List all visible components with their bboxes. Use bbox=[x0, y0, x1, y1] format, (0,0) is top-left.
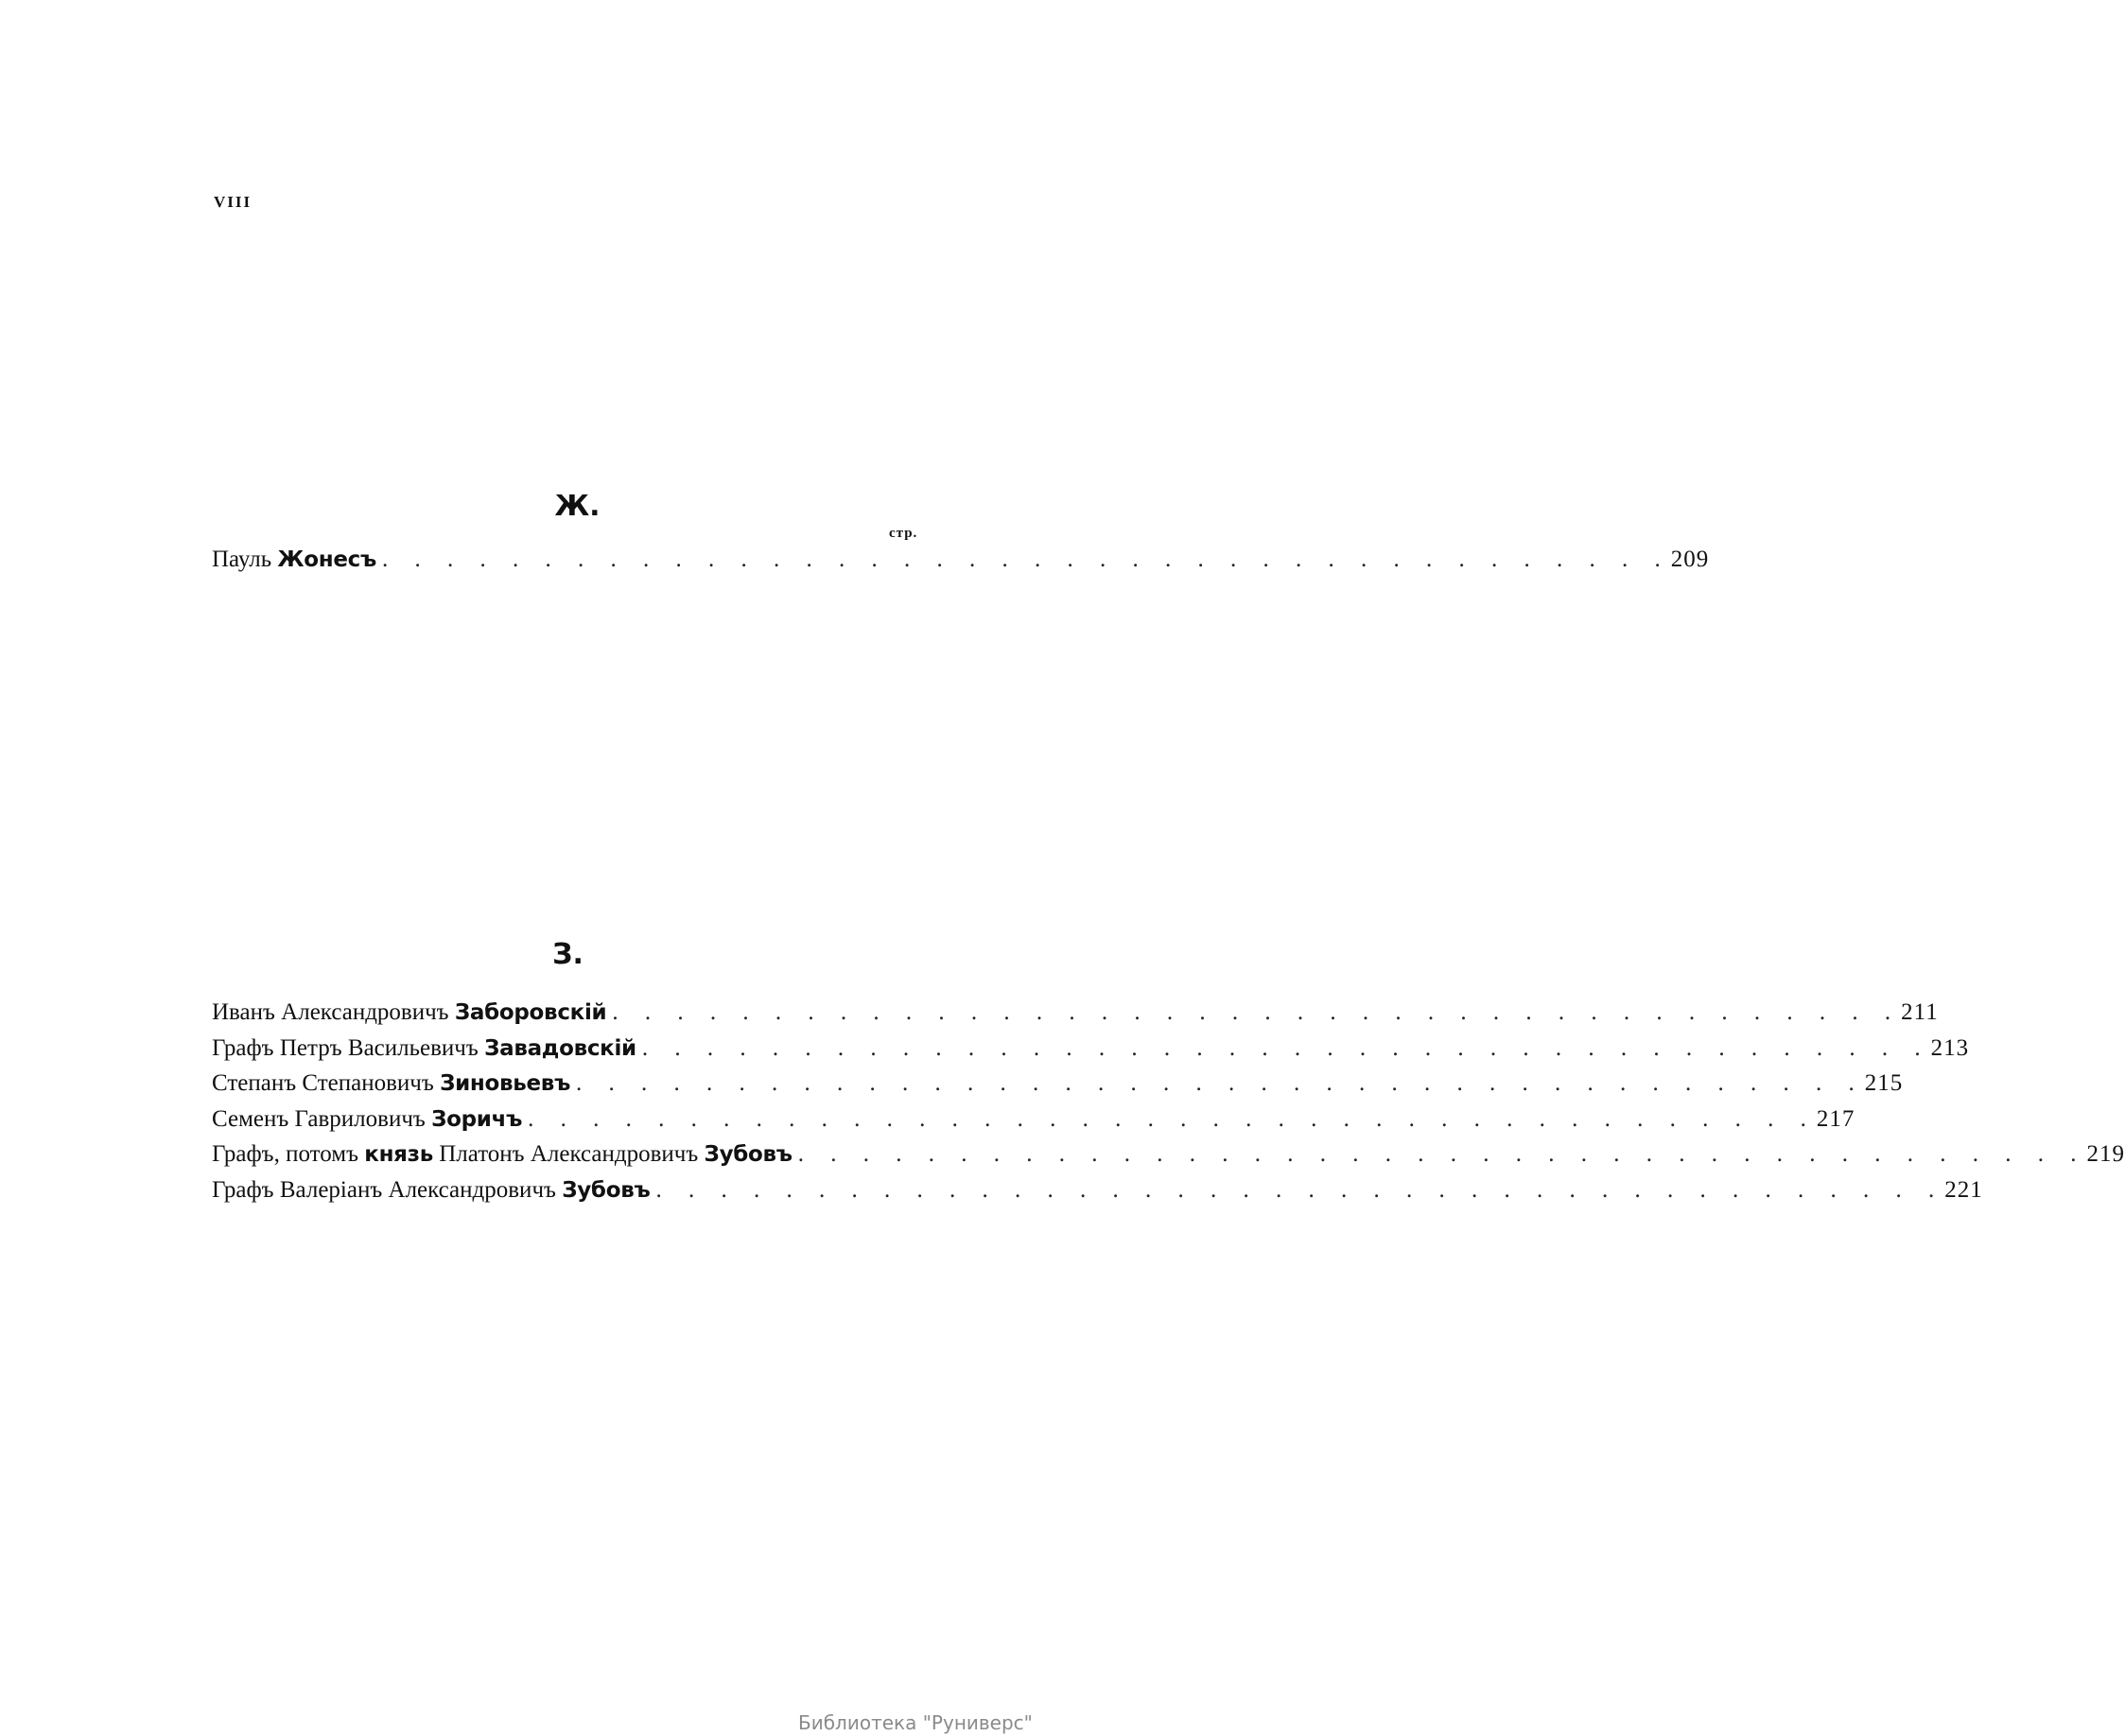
entry-surname: Зиновьевъ bbox=[440, 1071, 571, 1096]
dot-leader: . . . . . . . . . . . . . . . . . . . . . . . . . . . . . . . . . . . . . . . . bbox=[641, 1034, 1931, 1061]
dot-leader: . . . . . . . . . . . . . . . . . . . . . . . . . . . . . . . . . . . . . . . . bbox=[612, 999, 1902, 1025]
entry-name: Графъ Петръ Васильевичъ bbox=[212, 1034, 485, 1061]
dot-leader: . . . . . . . . . . . . . . . . . . . . . . . . . . . . . . . . . . . . . . . . bbox=[797, 1141, 2087, 1167]
entry-surname: Зубовъ bbox=[562, 1177, 651, 1203]
page-number: VIII bbox=[214, 193, 253, 211]
toc-entry bbox=[212, 1141, 2125, 1177]
library-watermark: Библиотека "Руниверс" bbox=[798, 1711, 1033, 1734]
dot-leader: . . . . . . . . . . . . . . . . . . . . . . . . . . . . . . . . . . . . . . . . bbox=[655, 1176, 1945, 1203]
entry-name: Графъ Валеріанъ Александровичъ bbox=[212, 1176, 563, 1203]
entry-name-continued: Платонъ Александровичъ bbox=[432, 1141, 705, 1167]
entry-page: 215 bbox=[1864, 1070, 1904, 1096]
entry-surname: Завадовскій bbox=[484, 1035, 636, 1061]
entry-surname: Жонесъ bbox=[277, 547, 376, 572]
toc-entry bbox=[212, 1176, 1983, 1213]
toc-entry bbox=[212, 1034, 1970, 1071]
entry-surname: Зоричъ bbox=[431, 1106, 523, 1132]
toc-entry bbox=[212, 1070, 1904, 1106]
entry-name: Иванъ Александровичъ bbox=[212, 999, 455, 1025]
entry-name: Графъ, потомъ bbox=[212, 1141, 365, 1167]
entry-name: Степанъ Степановичъ bbox=[212, 1070, 441, 1096]
entry-title: князь bbox=[364, 1142, 433, 1167]
page-column-label: стр. bbox=[889, 526, 918, 541]
entry-page: 213 bbox=[1930, 1034, 1970, 1061]
entry-name: Семенъ Гавриловичъ bbox=[212, 1105, 432, 1132]
entry-page: 209 bbox=[1670, 547, 1710, 572]
toc-entry bbox=[212, 1105, 1855, 1142]
dot-leader: . . . . . . . . . . . . . . . . . . . . . . . . . . . . . . . . . . . . . . . . bbox=[528, 1105, 1817, 1132]
section-heading-zh: Ж. bbox=[554, 490, 601, 523]
entry-page: 217 bbox=[1816, 1105, 1855, 1132]
entry-surname: Зубовъ bbox=[704, 1142, 793, 1167]
toc-section-z bbox=[212, 999, 2125, 1212]
entry-page: 221 bbox=[1944, 1176, 1983, 1203]
entry-page: 219 bbox=[2086, 1141, 2125, 1167]
entry-surname: Заборовскій bbox=[454, 1000, 607, 1025]
entry-page: 211 bbox=[1901, 999, 1939, 1025]
dot-leader: . . . . . . . . . . . . . . . . . . . . . . . . . . . . . . . . . . . . . . . . bbox=[576, 1070, 1865, 1096]
entry-name: Пауль bbox=[212, 547, 278, 572]
toc-entry bbox=[212, 547, 1710, 582]
dot-leader: . . . . . . . . . . . . . . . . . . . . . . . . . . . . . . . . . . . . . . . . bbox=[382, 547, 1671, 572]
section-heading-z: З. bbox=[552, 938, 584, 971]
toc-section-zh bbox=[212, 547, 1710, 582]
toc-entry bbox=[212, 999, 1939, 1035]
